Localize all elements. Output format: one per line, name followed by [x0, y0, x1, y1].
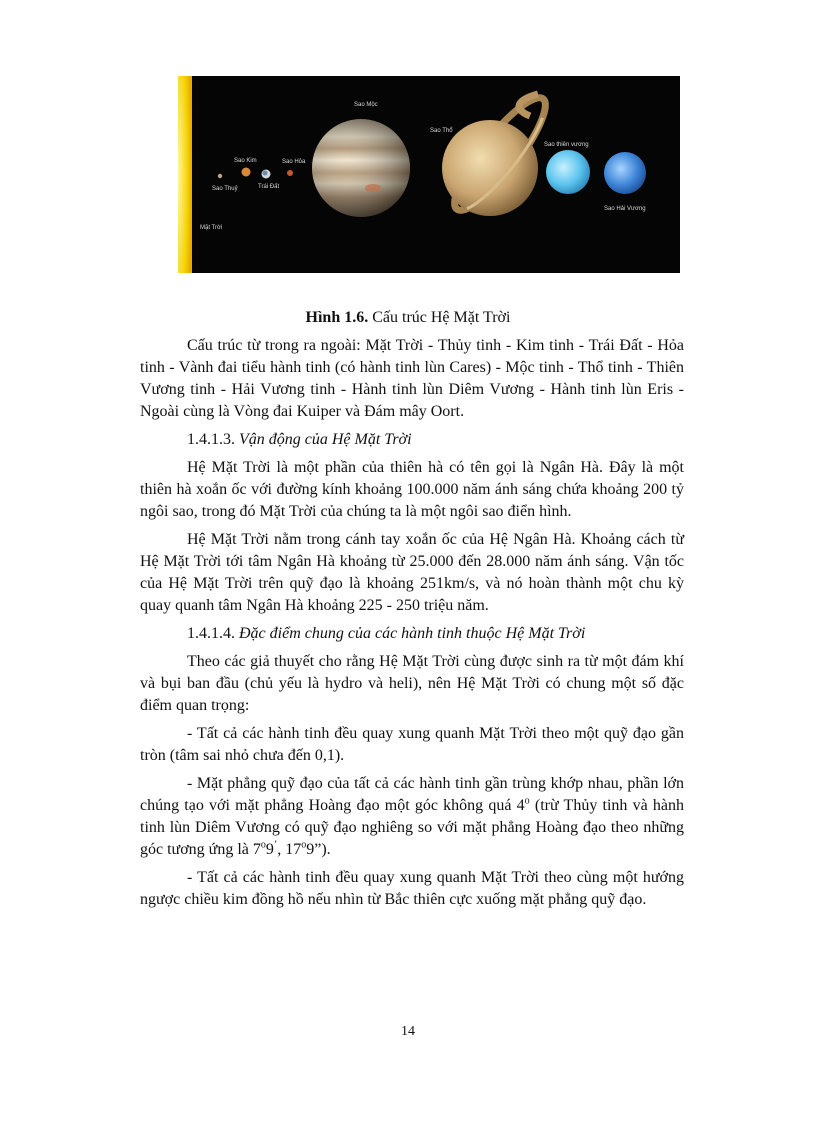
body-text [140, 335, 684, 911]
solar-system-figure [178, 76, 680, 273]
uranus-shape [546, 150, 590, 194]
mars-shape [287, 170, 293, 176]
paragraph-hypothesis: Theo các giả thuyết cho rằng Hệ Mặt Trời cùng được sinh ra từ một đám khí và bụi ban đầu (chủ yếu là hydro và heli), nên Hệ Mặt Trời có chung một số đặc điểm quan trọng: [140, 653, 684, 714]
heading-1-4-1-3 [140, 429, 684, 451]
paragraph-rotation-direction: - Tất cả các hành tinh đều quay xung quanh Mặt Trời theo cùng một hướng ngược chiều kim đồng hồ nếu nhìn từ Bắc thiên cực xuống mặt phẳng quỹ đạo. [140, 869, 684, 908]
earth-label: Trái Đất [258, 184, 280, 190]
sun-shape [178, 76, 192, 273]
jupiter-label: Sao Mộc [354, 102, 378, 108]
mars-label: Sao Hỏa [282, 159, 306, 165]
jupiter-shape [312, 119, 410, 217]
paragraph-galaxy: Hệ Mặt Trời là một phần của thiên hà có tên gọi là Ngân Hà. Đây là một thiên hà xoắn ốc với đường kính khoảng 100.000 năm ánh sáng chứa khoảng 200 tỷ ngôi sao, trong đó Mặt Trời của chúng ta là một ngôi sao điển hình. [140, 459, 684, 520]
text-span: , 17 [277, 841, 302, 858]
heading-number: 1.4.1.4. [187, 625, 239, 642]
page-number: 14 [401, 1024, 415, 1039]
figure-caption [0, 309, 816, 327]
text-span: - Mặt phẳng quỹ đạo của tất cả các hành tinh gần trùng khớp nhau, phần lớn chúng tạo với mặt phẳng Hoàng đạo một góc không quá 4 [140, 775, 684, 814]
mercury-shape [218, 174, 222, 178]
caption-text: Cấu trúc Hệ Mặt Trời [368, 309, 511, 326]
degree-sup: o [260, 839, 266, 851]
neptune-label: Sao Hải Vương [604, 206, 646, 212]
venus-shape [242, 168, 251, 177]
caption-number: Hình 1.6. [305, 309, 369, 326]
heading-title: Vận động của Hệ Mặt Trời [239, 431, 412, 448]
paragraph-orbital-plane [140, 773, 684, 861]
solar-system-illustration [178, 76, 680, 273]
sun-label: Mặt Trời [200, 225, 223, 231]
minute-sup: ’ [273, 839, 278, 851]
text-span: 9 [265, 841, 274, 858]
heading-1-4-1-4 [140, 623, 684, 645]
text-span: (trừ Thủy tinh và hành tinh lùn Diêm Vương có quỹ đạo nghiêng so với mặt phẳng Hoàng đạo theo những góc tương ứng là 7 [140, 797, 685, 858]
venus-label: Sao Kim [234, 158, 257, 164]
heading-number: 1.4.1.3. [187, 431, 239, 448]
neptune-shape [604, 152, 646, 194]
paragraph-near-circular-orbit: - Tất cả các hành tinh đều quay xung quanh Mặt Trời theo một quỹ đạo gần tròn (tâm sai nhỏ chưa đến 0,1). [140, 725, 684, 764]
paragraph-orbit-galaxy: Hệ Mặt Trời nằm trong cánh tay xoắn ốc của Hệ Ngân Hà. Khoảng cách từ Hệ Mặt Trời tới tâm Ngân Hà khoảng từ 25.000 đến 28.000 năm ánh sáng. Vận tốc của Hệ Mặt Trời trên quỹ đạo là khoảng 251km/s, và nó hoàn thành một chu kỳ quay quanh tâm Ngân Hà khoảng 225 - 250 triệu năm. [140, 531, 684, 614]
uranus-label: Sao thiên vương [544, 142, 589, 148]
saturn-label: Sao Thổ [430, 128, 453, 134]
paragraph-structure: Cấu trúc từ trong ra ngoài: Mặt Trời - Thủy tinh - Kim tinh - Trái Đất - Hỏa tinh - Vành đai tiểu hành tinh (có hành tinh lùn Cares) - Mộc tinh - Thổ tinh - Thiên Vương tinh - Hải Vương tinh - Hành tinh lùn Diêm Vương - Hành tinh lùn Eris - Ngoài cùng là Vòng đai Kuiper và Đám mây Oort. [140, 337, 684, 420]
text-span: 9”). [306, 841, 331, 858]
heading-title: Đặc điểm chung của các hành tinh thuộc Hệ Mặt Trời [239, 625, 586, 642]
degree-sup: o [524, 795, 530, 807]
mercury-label: Sao Thuỷ [212, 186, 238, 192]
degree-sup: o [301, 839, 307, 851]
